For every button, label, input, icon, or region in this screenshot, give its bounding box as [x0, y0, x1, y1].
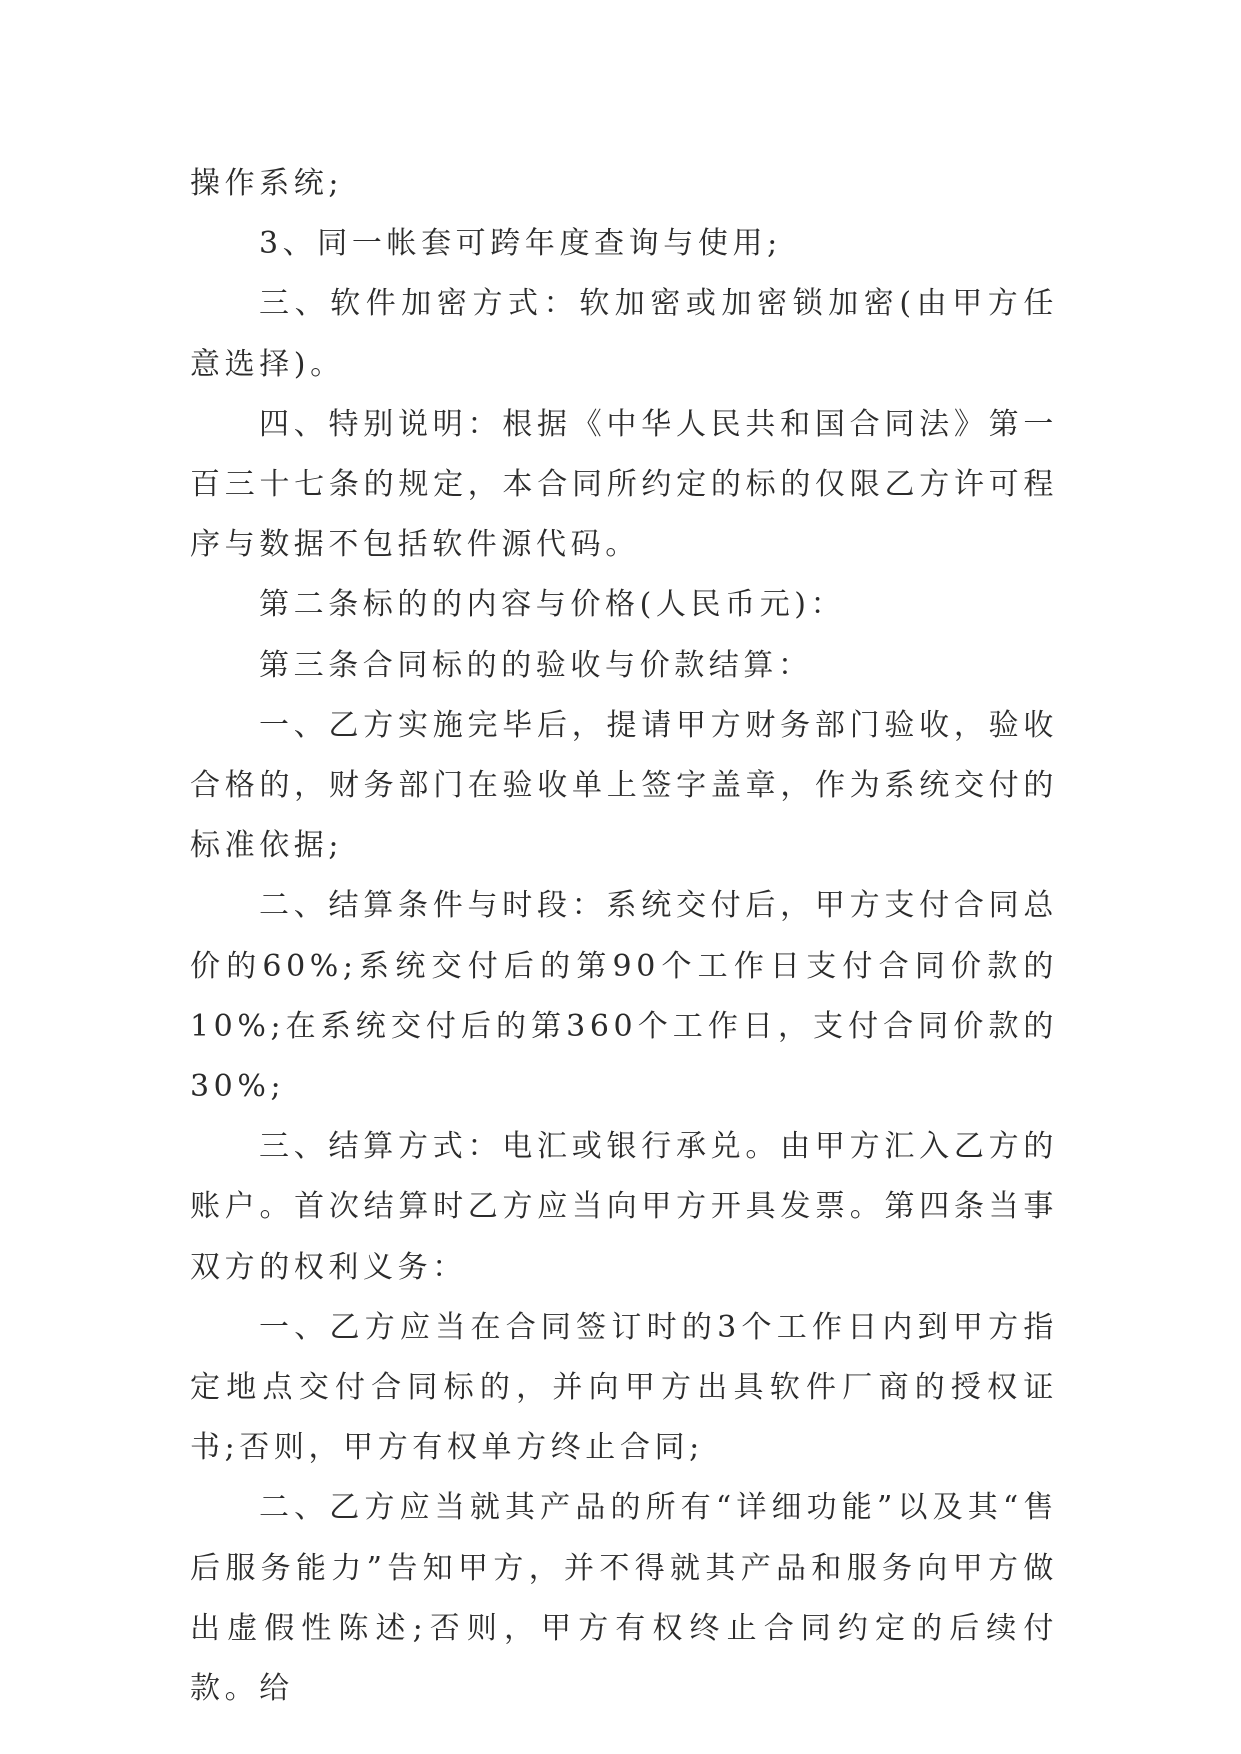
- paragraph: 四、特别说明：根据《中华人民共和国合同法》第一百三十七条的规定，本合同所约定的标的仅限乙方许可程序与数据不包括软件源代码。: [190, 406, 1058, 563]
- paragraph: 一、乙方应当在合同签订时的3个工作日内到甲方指定地点交付合同标的，并向甲方出具软件厂商的授权证书;否则，甲方有权单方终止合同;: [190, 1309, 1058, 1466]
- paragraph: 三、结算方式：电汇或银行承兑。由甲方汇入乙方的账户。首次结算时乙方应当向甲方开具发票。第四条当事双方的权利义务：: [190, 1129, 1058, 1285]
- article-heading: 第二条标的的内容与价格(人民币元)：: [259, 587, 846, 623]
- paragraph: 三、软件加密方式：软加密或加密锁加密(由甲方任意选择)。: [190, 286, 1058, 382]
- paragraph: 二、结算条件与时段：系统交付后，甲方支付合同总价的60%;系统交付后的第90个工作日支付合同价款的10%;在系统交付后的第360个工作日，支付合同价款的30%;: [190, 888, 1058, 1105]
- paragraph: 二、乙方应当就其产品的所有“详细功能”以及其“售后服务能力”告知甲方，并不得就其产品和服务向甲方做出虚假性陈述;否则，甲方有权终止合同约定的后续付款。给: [190, 1490, 1058, 1707]
- paragraph-continuation: 操作系统;: [190, 166, 344, 201]
- contract-body: [190, 154, 1058, 1719]
- paragraph: 3、同一帐套可跨年度查询与使用;: [259, 226, 782, 262]
- article-heading: 第三条合同标的的验收与价款结算：: [259, 647, 813, 683]
- paragraph: 一、乙方实施完毕后，提请甲方财务部门验收，验收合格的，财务部门在验收单上签字盖章，作为系统交付的标准依据;: [190, 707, 1058, 864]
